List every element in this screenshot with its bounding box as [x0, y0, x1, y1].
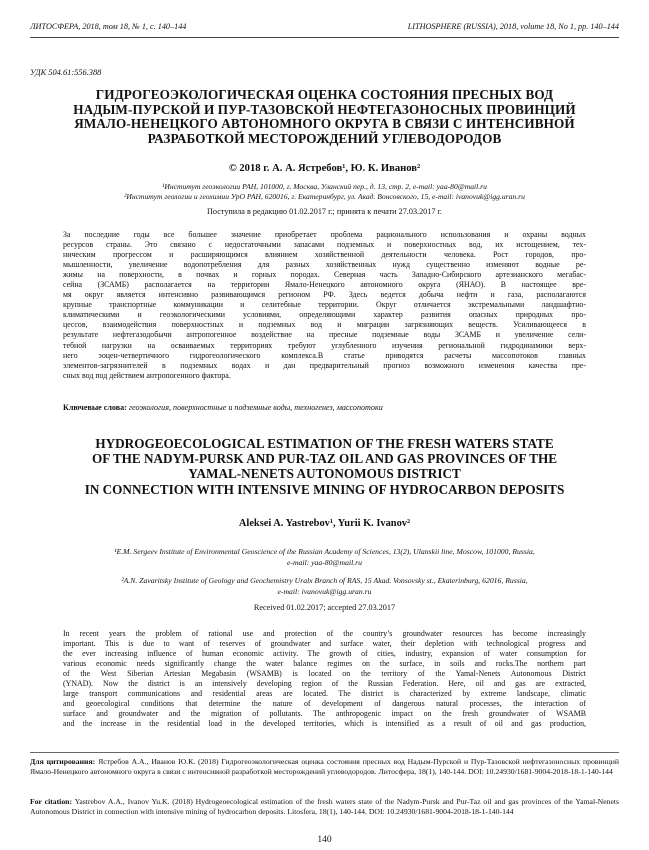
abstract-line: цессов, взаимодействия поверхностных и подземных вод и миграции загрязняющих веществ. Усиливающееся в: [63, 320, 586, 330]
citation-russian: [30, 757, 619, 777]
title-en-line: HYDROGEOECOLOGICAL ESTIMATION OF THE FRESH WATERS STATE: [95, 436, 554, 451]
keywords-text: геоэкология, поверхностные и подземные воды, техногенез, массопотоки: [128, 403, 383, 412]
affiliation-en-1: [30, 547, 619, 568]
affiliation-en-2-email: e-mail: ivanovuk@igg.uran.ru: [277, 586, 372, 596]
received-date-en: Received 01.02.2017; accepted 27.03.2017: [253, 603, 396, 612]
affiliation-en-2: [30, 576, 619, 597]
affiliation-ru-2: ²Институт геологии и геохимии УрО РАН, 620016, г. Екатеринбург, ул. Акад. Вонсовского, 15, e-mail: ivanovuk@igg.uran.ru: [124, 192, 525, 201]
running-header-right: LITHOSPHERE (RUSSIA), 2018, volume 18, No 1, pp. 140–144: [407, 22, 619, 31]
abstract-line: (YNAD). Now the district is an intensively developing region of the Russian Federation. Here, oil and gas are extracted,: [63, 679, 586, 689]
keywords-russian: [63, 403, 586, 412]
title-ru-line: НАДЫМ-ПУРСКОЙ И ПУР-ТАЗОВСКОЙ НЕФТЕГАЗОНОСНЫХ ПРОВИНЦИЙ: [73, 101, 576, 117]
abstract-line: the ever increasing influence of human economic activity. The growth of cities, industry, expansion of water consumption for: [63, 649, 586, 659]
citation-english: [30, 797, 619, 817]
abstract-line: and geoecological conditions that determine the nature of development of dangerous natural processes, the interaction of: [63, 699, 586, 709]
abstract-line: климатическими и геоэкологическими условиями, определяющими характер развития опасных природных про-: [63, 310, 586, 320]
abstract-line: сных вод под действием антропогенного фактора.: [63, 370, 231, 380]
title-en-line: OF THE NADYM-PURSK AND PUR-TAZ OIL AND GAS PROVINCES OF THE: [91, 451, 558, 467]
udc-code: УДК 504.61:556.388: [30, 68, 102, 77]
affiliation-ru-1: ¹Институт геоэкологии РАН, 101000, г. Москва, Уланский пер., д. 13, стр. 2, e-mail: yaa-80@mail.ru: [162, 182, 487, 191]
affiliation-en-1-email: e-mail: yaa-80@mail.ru: [287, 557, 362, 567]
abstract-english: [63, 629, 586, 729]
title-ru-line: ЯМАЛО-НЕНЕЦКОГО АВТОНОМНОГО ОКРУГА В СВЯЗИ С ИНТЕНСИВНОЙ: [74, 116, 575, 132]
abstract-line: surface and groundwater and the migration of pollutants. The anthropogenic impact on the fresh groundwater of WSAMB: [63, 709, 586, 719]
abstract-russian: [63, 230, 586, 381]
running-header: [30, 22, 619, 34]
abstract-line: ническим прогрессом и расширяющимся влиянием хозяйственной деятельности человека. Рост городов, про-: [63, 250, 586, 260]
keywords-label: Ключевые слова:: [63, 403, 127, 412]
header-divider: [30, 37, 619, 38]
abstract-line: various economic needs significantly change the water balance regimes on the surface, in soils and rocks.The northern part: [63, 659, 586, 669]
title-en-line: IN CONNECTION WITH INTENSIVE MINING OF HYDROCARBON DEPOSITS: [84, 481, 565, 497]
abstract-line: результате нефтегазодобычи антропогенное воздействие на пресные подземные воды ЗСАМБ и увеличение сели-: [63, 330, 586, 340]
abstract-line: important. This is due to want of reserves of groundwater and surface water, their depletion with technological progress and: [63, 639, 586, 649]
footer-divider: [30, 752, 619, 753]
abstract-line: мя округ является интенсивно развивающимся регионом РФ. Здесь ведется добыча нефти и газа, располагаются: [63, 290, 586, 300]
abstract-line: него эоцен-четвертичного гидрогеологического комплекса.В статье приводятся расчеты массопотоков главных: [63, 350, 586, 360]
authors-russian: © 2018 г. А. А. Ястребов¹, Ю. К. Иванов²: [228, 163, 421, 174]
abstract-line: large transport communications and residential areas are located. The district is characterized by extreme landscape, climatic: [63, 689, 586, 699]
authors-english: Aleksei A. Yastrebov¹, Yurii K. Ivanov²: [238, 518, 411, 529]
citation-en-label: For citation:: [30, 797, 73, 806]
abstract-line: элементов-загрязнителей в подземных водах и дан предварительный прогноз возможного изменения качества пре-: [63, 360, 586, 370]
abstract-line: тебной нагрузки на осваиваемых территориях требуют углубленного изучения региональной гидродинамики верх-: [63, 340, 586, 350]
abstract-line: мышленности, увеличение водопотребления для разных хозяйственных нужд существенно изменяют водные ре-: [63, 260, 586, 270]
citation-ru-label: Для цитирования:: [30, 757, 96, 766]
abstract-line: of the West Siberian Artesian Megabasin (WSAMB) is located on the territory of the Yamal-Nenets Autonomous District: [63, 669, 586, 679]
title-ru-line: РАЗРАБОТКОЙ МЕСТОРОЖДЕНИЙ УГЛЕВОДОРОДОВ: [147, 130, 502, 146]
title-russian: [40, 88, 609, 146]
abstract-line: крупные транспортные коммуникации и селитебные территории. Округ отличается экстремальными ландшафтно-: [63, 300, 586, 310]
affiliation-en-2-line: ²A.N. Zavaritsky Institute of Geology and Geochemistry Uralx Branch of RAS, 15 Akad. Vonsovsky st., Ekaterinburg, 62016, Russia,: [121, 576, 528, 585]
citation-ru-text: Ястребов А.А., Иванов Ю.К. (2018) Гидрогеоэкологическая оценка состояния пресных вод Надым-Пурской и Пур-Тазовской нефтегазоносных провинций Ямало-Ненецкого автономного округа в связи с интенсивной разработкой месторождений углеводородов. Литосфера, 18(1), 140-144. DOI: 10.24930/1681-9004-2018-18-1-140-144: [30, 757, 619, 776]
title-ru-line: ГИДРОГЕОЭКОЛОГИЧЕСКАЯ ОЦЕНКА СОСТОЯНИЯ ПРЕСНЫХ ВОД: [95, 87, 554, 102]
abstract-line: and the increase in the residential load in the developed territories, which is intensified as a result of oil and gas production,: [63, 719, 586, 729]
title-english: [40, 436, 609, 497]
abstract-line: сейна (ЗСАМБ) располагается на территории Ямало-Ненецкого автономного округа (ЯНАО). В настоящее вре-: [63, 280, 586, 290]
abstract-line: жимы на поверхности, в почвах и горных породах. Северная часть Западно-Сибирского артезианского мегабас-: [63, 270, 586, 280]
page-number: 140: [317, 835, 332, 845]
title-en-line: YAMAL-NENETS AUTONOMOUS DISTRICT: [188, 466, 461, 482]
received-date-ru: Поступила в редакцию 01.02.2017 г.; принята к печати 27.03.2017 г.: [207, 207, 442, 216]
abstract-line: За последние годы все большее значение приобретает проблема рационального использования и охраны водных: [63, 230, 586, 239]
abstract-line: ресурсов страны. Это связано с недостаточными запасами подземных и поверхностных вод, их истощением, тех-: [63, 240, 586, 250]
running-header-left: ЛИТОСФЕРА, 2018, том 18, № 1, с. 140–144: [30, 22, 187, 31]
affiliation-en-1-line: ¹E.M. Sergeev Institute of Environmental Geoscience of the Russian Academy of Sciences, 13(2), Ulanskii line, Moscow, 101000, Russia,: [114, 547, 535, 556]
citation-en-text: Yastrebov A.A., Ivanov Yu.K. (2018) Hydrogeoecological estimation of the fresh waters state of the Nadym-Pursk and Pur-Taz oil and gas provinces of the Yamal-Nenets Autonomous District in connection with intensive mining of hydrocarbon deposits. Litosfera, 18(1), 140-144. DOI: 10.24930/1681-9004-2018-18-1-140-144: [30, 797, 620, 816]
abstract-line: In recent years the problem of rational use and protection of the country’s groundwater resources has become increasingly: [63, 629, 586, 638]
